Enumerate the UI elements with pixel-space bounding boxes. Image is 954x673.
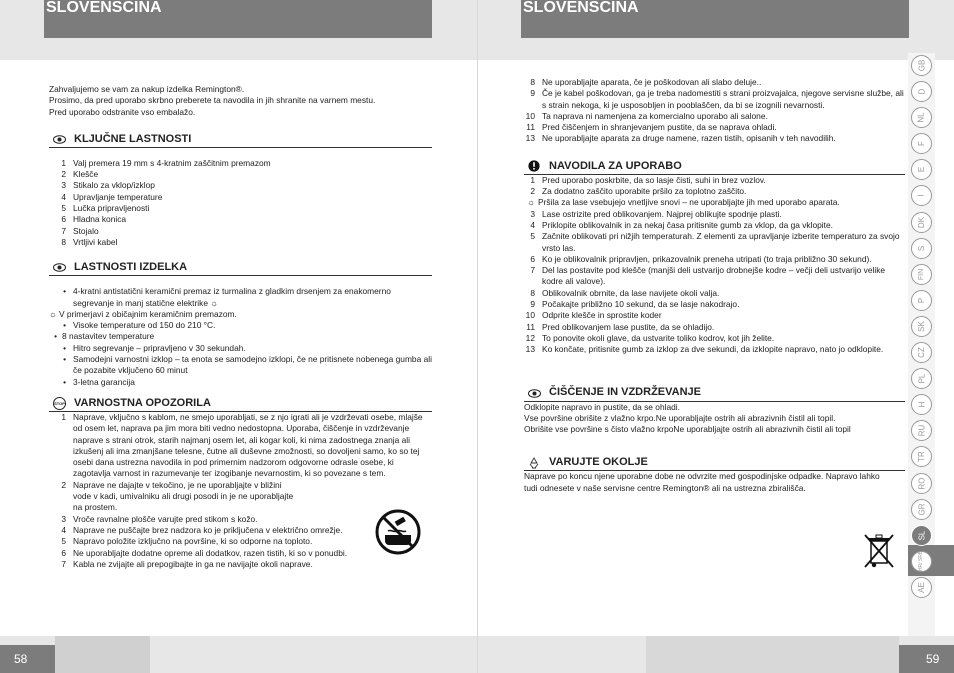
product-features-title: LASTNOSTI IZDELKA — [74, 261, 188, 274]
language-tab[interactable]: RO — [911, 473, 932, 494]
usage-item: 9 Počakajte približno 10 sekund, da se lasje nakodrajo. — [530, 299, 740, 310]
safety-item: 1 Naprave, vključno s kablom, ne smejo uporabljati, se z njo igrati ali je vzdrževati osebe, mlajše od osem let, naprava pa jim mora biti vedno nedostopna. Uporaba, čiščenje in vzdrževanje naprave s strani otrok, starih najmanj osem let, ali kogar koli, ki nima zadostnega znanja ali izkušenj ali ima zmanjšane telesne, čutne ali duševne zmožnosti, so dovoljeni samo, ko so tej osebi dana ustrezna navodila in pod primernim nadzorom odgovorne odrasle osebe, ki zagotavlja varnost in razumevanje tег izogibanje nevarnostim, ki so povezane s tem. — [61, 411, 423, 479]
key-item: 8 Vrtljivi kabel — [61, 236, 118, 247]
usage-item: 6 Ko je oblikovalnik pripravljen, prikazovalnik preneha utripati (to traja približno 30 sekund). — [530, 253, 872, 264]
language-tab[interactable]: E — [911, 159, 932, 180]
product-item: • 3-letna garancija — [63, 376, 135, 387]
key-item: 6 Hladna konica — [61, 214, 127, 225]
key-item: 3 Stikalo za vklop/izklop — [61, 180, 155, 191]
language-tab[interactable]: DK — [911, 212, 932, 233]
language-tab-active[interactable]: SL — [911, 525, 932, 546]
usage-item: 1 Pred uporabo poskrbite, da so lasje čisti, suhi in brez vozlov. — [530, 174, 766, 185]
no-water-bath-icon — [375, 509, 421, 555]
weee-bin-icon — [862, 532, 896, 570]
right-column — [518, 77, 905, 494]
language-tabs — [911, 55, 935, 603]
eye-icon — [527, 387, 541, 399]
eye-icon — [52, 133, 66, 145]
key-features-heading — [49, 132, 432, 148]
environment-text: Naprave po koncu njene uporabne dobe ne odvrzite med gospodinjske odpadke. Napravo lahko tudi odnesete v naše servisne centre Remington® ali na ustrezna zbirališča. — [524, 471, 880, 493]
safety-title: VARNOSTNA OPOZORILA — [74, 396, 211, 409]
key-item: 1 Valj premera 19 mm s 4-kratnim zaščitnim premazom — [61, 157, 271, 168]
language-tab[interactable]: GR — [911, 499, 932, 520]
left-page-number: 58 — [0, 645, 55, 673]
safety-item: 5 Napravo položite izključno na površine, ki so odporne na toploto. — [61, 536, 313, 547]
usage-item: 12 To ponovite okoli glave, da ustvarite toliko kodrov, kot jih želite. — [525, 332, 775, 343]
usage-item: 13 Ko končate, pritisnite gumb za izklop za dve sekundi, da izklopite napravo, nato jo odklopite. — [525, 344, 884, 355]
right-page-corner — [646, 636, 899, 673]
safety-item-cont: 9 Če je kabel poškodovan, ga je treba nadomestiti s strani proizvajalca, njegove servisne službe, ali s strain nekoga, ki je usposobljen in pooblaščen, da bi se izognili nevarnosti. — [530, 88, 904, 110]
left-language-banner: SLOVENŠČINA — [44, 0, 432, 38]
language-tab[interactable]: SK — [911, 316, 932, 337]
product-item: • Visoke temperature od 150 do 210 °C. — [63, 320, 216, 331]
product-item: ☼ V primerjavi z običajnim keramičnim premazom. — [49, 308, 237, 319]
key-item: 2 Klešče — [61, 169, 99, 180]
language-tab[interactable]: I — [911, 185, 932, 206]
language-tab[interactable]: PL — [911, 368, 932, 389]
usage-item: 5 Začnite oblikovati pri nižjih temperaturah. Z elementi za upravljanje izberite temperaturo za svojo vrsto las. — [530, 231, 900, 253]
product-features-heading — [49, 260, 432, 276]
language-tab[interactable]: D — [911, 81, 932, 102]
safety-item: 4 Naprave ne puščajte brez nadzora ko je priključena v električno omrežje. — [61, 524, 343, 535]
language-tab[interactable]: NL — [911, 107, 932, 128]
product-item: • Samodejni varnostni izklop – ta enota se samodejno izklopi, če ne pritisnete nobenega gumba ali če pozabite vključeno 60 minut — [63, 354, 432, 376]
product-item: • 8 nastavitev temperature — [54, 331, 155, 342]
language-tab[interactable]: P — [911, 290, 932, 311]
usage-item: 8 Oblikovalnik obrnite, da lase navijete okoli valja. — [530, 287, 720, 298]
language-tab[interactable]: H — [911, 394, 932, 415]
language-tab[interactable]: CZ — [911, 342, 932, 363]
intro-line-2: Prosimo, da pred uporabo skrbno preberete ta navodila in jih shranite na varnem mestu. — [49, 95, 376, 106]
usage-item: ☼ Pršila za lase vsebujejo vnetljive snovi – ne uporabljajte jih med uporabo aparata. — [527, 197, 840, 208]
key-features-title: KLJUČNE LASTNOSTI — [74, 132, 192, 145]
left-page-corner — [55, 636, 150, 673]
safety-item: 3 Vroče ravnalne plošče varujte pred stikom s kožo. — [61, 513, 258, 524]
environment-heading — [524, 455, 905, 471]
intro-line-1: Zahvaljujemo se vam za nakup izdelka Remington®. — [49, 84, 245, 94]
product-item: • 4-kratni antistatični keramični premaz iz turmalina z gladkim drsenjem za enakomerno segrevanje in manj statične elektrike ☼ — [63, 286, 391, 308]
stop-icon-text: STOP — [53, 401, 65, 407]
right-page-number: 59 — [899, 645, 954, 673]
safety-item-cont: 11 Pred čiščenjem in shranjevanjem pustite, da se naprava ohladi. — [526, 122, 777, 133]
safety-item-cont: 10 Ta naprava ni namenjena za komercialno uporabo ali salone. — [525, 110, 768, 121]
key-item: 7 Stojalo — [61, 225, 99, 236]
usage-item: 11 Pred oblikovanjem lase pustite, da se ohladijo. — [526, 321, 715, 332]
right-language-banner: SLOVENŠČINA — [521, 0, 909, 38]
safety-item-cont: 13 Ne uporabljajte aparata za druge namene, razen tistih, opisanih v teh navodilih. — [525, 133, 836, 144]
key-item: 5 Lučka pripravljenosti — [61, 203, 150, 214]
usage-title: NAVODILA ZA UPORABO — [549, 159, 682, 172]
cleaning-title: ČIŠČENJE IN VZDRŽEVANJE — [549, 386, 701, 399]
product-item: • Hitro segrevanje – pripravljeno v 30 sekundah. — [63, 342, 246, 353]
usage-item: 4 Priklopite oblikovalnik in za nekaj časa pritisnite gumb za vklop, da ga vklopite. — [530, 219, 833, 230]
cleaning-heading — [524, 386, 905, 402]
page-gutter — [477, 0, 478, 673]
language-tab[interactable]: TR — [911, 446, 932, 467]
language-tab[interactable]: FIN — [911, 264, 932, 285]
environment-title: VARUJTE OKOLJE — [549, 456, 648, 469]
language-tab[interactable]: HR/ SRB — [911, 551, 932, 572]
usage-item: 7 Del las postavite pod klešče (manjši deli ustvarijo drobnejše kodre – večji deli ustvarijo velike kodre ali valove). — [530, 265, 886, 287]
language-tab[interactable]: F — [911, 133, 932, 154]
safety-item: 6 Ne uporabljajte dodatne opreme ali dodatkov, razen tistih, ki so v ponudbi. — [61, 547, 348, 558]
stop-icon — [52, 397, 66, 409]
language-tab[interactable]: AE — [911, 577, 932, 598]
usage-item: 3 Lase ostrizite pred oblikovanjem. Najprej oblikujte spodnje plasti. — [530, 208, 782, 219]
cleaning-line-2: Vse površine obrišite z vlažno krpo.Ne uporabljajte ostrih ali abrazivnih čistil ali topil. — [524, 412, 836, 423]
safety-item-cont: 8 Ne uporabljajte aparata, če je poškodovan ali slabo deluje.. — [530, 77, 762, 87]
usage-item: 10 Odprite klešče in sprostite koder — [525, 310, 662, 321]
safety-item: 2 Naprave ne dajajte v tekočino, je ne uporabljajte v bližini vode v kadi, umivalniku ali drugi posodi in je ne uporabljajte na prostem. — [61, 479, 294, 513]
language-tab[interactable]: RU — [911, 420, 932, 441]
eye-icon — [52, 262, 66, 274]
language-tab[interactable]: S — [911, 238, 932, 259]
left-column — [49, 84, 432, 570]
safety-heading — [49, 396, 432, 412]
recycle-icon — [527, 457, 541, 469]
key-item: 4 Upravljanje temperature — [61, 191, 163, 202]
info-icon — [527, 160, 541, 172]
language-tab[interactable]: GB — [911, 55, 932, 76]
usage-heading — [524, 159, 905, 175]
usage-item: 2 Za dodatno zaščito uporabite pršilo za toplotno zaščito. — [530, 186, 747, 197]
cleaning-line-1: Odklopite napravo in pustite, da se ohladi. — [524, 401, 680, 412]
cleaning-line-3: Obrišite vse površine s čisto vlažno krpoNe uporabljajte ostrih ali abrazivnih čistil ali topil — [524, 424, 851, 435]
intro-line-3: Pred uporabo odstranite vso embalažo. — [49, 106, 196, 117]
safety-item: 7 Kabla ne zvijajte ali prepogibajte in ga ne navijajte okoli naprave. — [61, 558, 313, 569]
